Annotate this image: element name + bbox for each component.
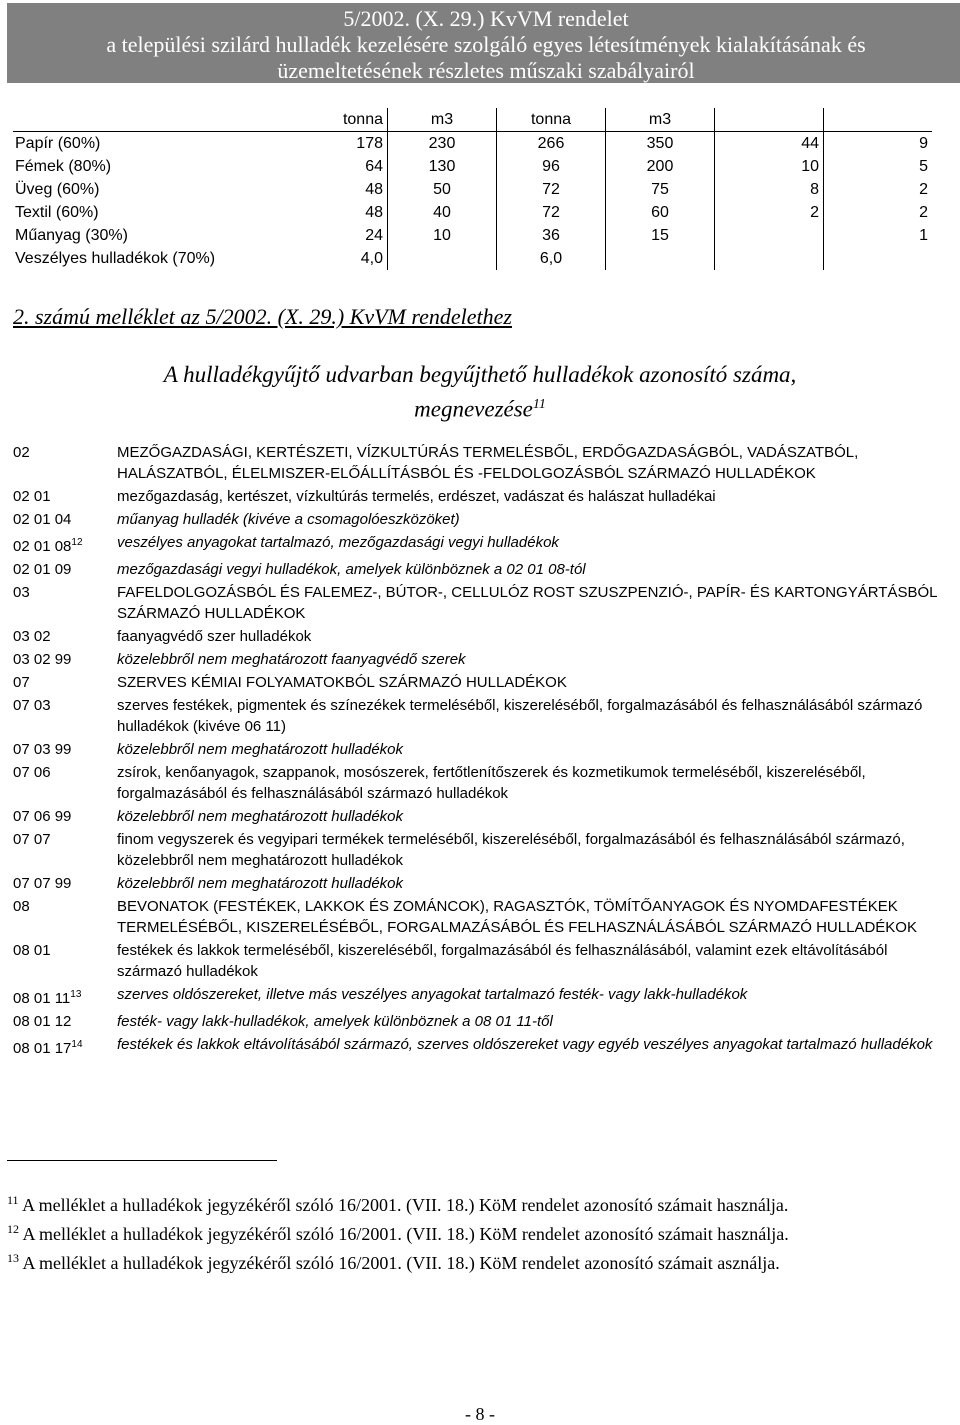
footnote-ref: 11 bbox=[532, 397, 546, 412]
waste-code: 03 02 99 bbox=[13, 651, 72, 668]
waste-code: 08 01 $17^{14}$ bbox=[13, 1039, 83, 1057]
waste-code-list bbox=[13, 442, 953, 1061]
quantity-table bbox=[13, 108, 932, 270]
table-cell bbox=[824, 108, 933, 132]
table-cell: 350 bbox=[606, 132, 715, 156]
list-item bbox=[13, 695, 953, 737]
document-header bbox=[7, 3, 960, 83]
table-cell: 130 bbox=[388, 155, 497, 178]
waste-code: 02 01 bbox=[13, 488, 51, 505]
table-row bbox=[13, 247, 932, 270]
waste-code: 03 bbox=[13, 584, 30, 601]
table-cell: 44 bbox=[715, 132, 824, 156]
table-cell: 266 bbox=[497, 132, 606, 156]
waste-description: mezőgazdaság, kertészet, vízkultúrás termelés, erdészet, vadászat és halászat hulladékai bbox=[117, 488, 716, 505]
list-item bbox=[13, 509, 953, 530]
list-item bbox=[13, 940, 953, 982]
footnote bbox=[7, 1246, 937, 1275]
table-header-row bbox=[13, 108, 932, 132]
table-cell: 8 bbox=[715, 178, 824, 201]
list-item bbox=[13, 1011, 953, 1032]
table-cell bbox=[715, 224, 824, 247]
list-item bbox=[13, 442, 953, 484]
row-label: Üveg (60%) bbox=[15, 180, 100, 198]
footnote-number: 11 bbox=[7, 1193, 19, 1207]
waste-description: festékek és lakkok eltávolításából származó, szerves oldószereket vagy egyéb veszélyes anyagokat tartalmazó hulladékok bbox=[117, 1036, 933, 1053]
waste-description: mezőgazdasági vegyi hulladékok, amelyek különböznek a 02 01 08-tól bbox=[117, 561, 586, 578]
waste-description: MEZŐGAZDASÁGI, KERTÉSZETI, VÍZKULTÚRÁS TERMELÉSBŐL, ERDŐGAZDASÁGBÓL, VADÁSZATBÓL, HALÁSZATBÓL, ÉLELMISZER-ELŐÁLLÍTÁSBÓL ÉS -FELDOLGOZÁSBÓL SZÁRMAZÓ HULLADÉKOK bbox=[117, 444, 859, 482]
table-cell bbox=[715, 108, 824, 132]
waste-code: 08 01 bbox=[13, 942, 51, 959]
waste-description: festékek és lakkok termeléséből, kiszereléséből, forgalmazásából és felhasználásából, valamint ezek eltávolításából származó hulladékok bbox=[117, 942, 888, 980]
table-cell: 75 bbox=[606, 178, 715, 201]
list-item bbox=[13, 984, 953, 1009]
waste-description: közelebbről nem meghatározott hulladékok bbox=[117, 741, 404, 758]
table-cell: tonna bbox=[497, 108, 606, 132]
footnote-number: 12 bbox=[7, 1222, 19, 1236]
waste-description: zsírok, kenőanyagok, szappanok, mosószerek, fertőtlenítőszerek és kozmetikumok termeléséből, kiszereléséből, forgalmazásából és felhasználásából származó hulladékok bbox=[117, 764, 866, 802]
waste-code: 07 bbox=[13, 674, 30, 691]
waste-description: finom vegyszerek és vegyipari termékek termeléséből, kiszereléséből, forgalmazásából és felhasználásából származó, közelebbről nem meghatározott hulladékok bbox=[117, 831, 905, 869]
row-label: Papír (60%) bbox=[15, 134, 101, 152]
waste-code: 07 06 bbox=[13, 764, 51, 781]
table-cell bbox=[824, 247, 933, 270]
table-cell: 5 bbox=[919, 157, 928, 175]
waste-code: 08 01 $11^{13}$ bbox=[13, 989, 82, 1007]
list-item bbox=[13, 873, 953, 894]
table-cell: 15 bbox=[606, 224, 715, 247]
list-item bbox=[13, 672, 953, 693]
list-item bbox=[13, 806, 953, 827]
table-cell: 60 bbox=[606, 201, 715, 224]
footnote bbox=[7, 1188, 937, 1217]
waste-description: közelebbről nem meghatározott hulladékok bbox=[117, 875, 404, 892]
row-label: Textil (60%) bbox=[15, 203, 99, 221]
main-title-text: megnevezése bbox=[414, 396, 533, 422]
waste-code: 07 03 99 bbox=[13, 741, 72, 758]
waste-description: BEVONATOK (FESTÉKEK, LAKKOK ÉS ZOMÁNCOK), RAGASZTÓK, TÖMÍTŐANYAGOK ÉS NYOMDAFESTÉKEK TERMELÉSÉBŐL, KISZERELÉSÉBŐL, FORGALMAZÁSÁBÓL ÉS FELHASZNÁLÁSÁBÓL SZÁRMAZÓ HULLADÉKOK bbox=[117, 898, 917, 936]
waste-code: 02 01 $08^{12}$ bbox=[13, 537, 83, 555]
footnote-text: A melléklet a hulladékok jegyzékéről szóló 16/2001. (VII. 18.) KöM rendelet azonosító számait használja. bbox=[18, 1195, 789, 1215]
waste-code: 07 03 bbox=[13, 697, 51, 714]
table-row bbox=[13, 132, 932, 156]
annex-title: 2. számú melléklet az 5/2002. (X. 29.) KvVM rendelethez bbox=[13, 304, 512, 329]
waste-code: 08 01 12 bbox=[13, 1013, 72, 1030]
table-cell bbox=[715, 247, 824, 270]
table-cell: 48 bbox=[279, 178, 388, 201]
list-item bbox=[13, 1034, 953, 1059]
table-cell: 24 bbox=[279, 224, 388, 247]
list-item bbox=[13, 762, 953, 804]
main-title-line-1: A hulladékgyűjtő udvarban begyűjthető hulladékok azonosító száma, bbox=[163, 362, 797, 387]
table-cell: 178 bbox=[279, 132, 388, 156]
table-cell bbox=[606, 247, 715, 270]
waste-code: 07 07 bbox=[13, 831, 51, 848]
footnotes bbox=[7, 1188, 937, 1275]
table-row bbox=[13, 178, 932, 201]
table-row bbox=[13, 201, 932, 224]
footnote-ref: 13 bbox=[70, 989, 82, 1000]
waste-description: szerves festékek, pigmentek és színezékek termeléséből, kiszereléséből, forgalmazásából és felhasználásából származó hulladékok (kivéve 06 11) bbox=[117, 697, 923, 735]
table-cell bbox=[388, 247, 497, 270]
footnote-text: A melléklet a hulladékok jegyzékéről szóló 16/2001. (VII. 18.) KöM rendelet azonosító számait asználja. bbox=[19, 1253, 780, 1273]
table-cell: 64 bbox=[279, 155, 388, 178]
waste-code: 08 bbox=[13, 898, 30, 915]
table-row bbox=[13, 224, 932, 247]
table-cell: m3 bbox=[388, 108, 497, 132]
footnote-ref: 12 bbox=[71, 537, 83, 548]
footnote bbox=[7, 1217, 937, 1246]
header-line-3: üzemeltetésének részletes műszaki szabályairól bbox=[277, 58, 695, 83]
row-label: Műanyag (30%) bbox=[15, 226, 128, 244]
table-cell: 10 bbox=[715, 155, 824, 178]
waste-description: szerves oldószereket, illetve más veszélyes anyagokat tartalmazó festék- vagy lakk-hulladékok bbox=[117, 986, 748, 1003]
table-cell: 72 bbox=[497, 201, 606, 224]
list-item bbox=[13, 896, 953, 938]
table-cell: 1 bbox=[919, 226, 928, 244]
list-item bbox=[13, 582, 953, 624]
table-row bbox=[13, 155, 932, 178]
footnote-number: 13 bbox=[7, 1251, 19, 1265]
list-item bbox=[13, 649, 953, 670]
table-cell: 4,0 bbox=[279, 247, 388, 270]
table-cell: 230 bbox=[388, 132, 497, 156]
waste-code: 07 07 99 bbox=[13, 875, 72, 892]
main-title bbox=[0, 360, 960, 425]
table-cell: 10 bbox=[388, 224, 497, 247]
table-cell: 50 bbox=[388, 178, 497, 201]
table-cell: 72 bbox=[497, 178, 606, 201]
footnote-text: A melléklet a hulladékok jegyzékéről szóló 16/2001. (VII. 18.) KöM rendelet azonosító számait használja. bbox=[19, 1224, 789, 1244]
main-title-line-2 bbox=[0, 390, 960, 425]
table-cell: 96 bbox=[497, 155, 606, 178]
table-cell: 48 bbox=[279, 201, 388, 224]
waste-description: festék- vagy lakk-hulladékok, amelyek különböznek a 08 01 11-től bbox=[117, 1013, 553, 1030]
row-label bbox=[13, 108, 279, 132]
table-cell: 2 bbox=[919, 180, 928, 198]
waste-description: közelebbről nem meghatározott faanyagvédő szerek bbox=[117, 651, 466, 668]
row-label: Fémek (80%) bbox=[15, 157, 112, 175]
table-cell: 2 bbox=[919, 203, 928, 221]
list-item bbox=[13, 739, 953, 760]
waste-description: SZERVES KÉMIAI FOLYAMATOKBÓL SZÁRMAZÓ HULLADÉKOK bbox=[117, 674, 567, 691]
list-item bbox=[13, 829, 953, 871]
table-cell: 6,0 bbox=[497, 247, 606, 270]
table-cell: m3 bbox=[606, 108, 715, 132]
list-item bbox=[13, 532, 953, 557]
waste-code: 02 01 04 bbox=[13, 511, 72, 528]
table-cell: 40 bbox=[388, 201, 497, 224]
waste-code: 07 06 99 bbox=[13, 808, 72, 825]
page-number: - 8 - bbox=[465, 1404, 495, 1424]
row-label: Veszélyes hulladékok (70%) bbox=[15, 249, 216, 267]
list-item bbox=[13, 486, 953, 507]
waste-description: veszélyes anyagokat tartalmazó, mezőgazdasági vegyi hulladékok bbox=[117, 534, 559, 551]
table-cell: 36 bbox=[497, 224, 606, 247]
waste-description: FAFELDOLGOZÁSBÓL ÉS FALEMEZ-, BÚTOR-, CELLULÓZ ROST SZUSZPENZIÓ-, PAPÍR- ÉS KARTONGYÁRTÁSBÓL SZÁRMAZÓ HULLADÉKOK bbox=[117, 584, 937, 622]
header-line-2: a települési szilárd hulladék kezelésére szolgáló egyes létesítmények kialakításának és bbox=[106, 32, 866, 57]
waste-code: 02 01 09 bbox=[13, 561, 72, 578]
waste-code: 03 02 bbox=[13, 628, 51, 645]
table-cell: tonna bbox=[279, 108, 388, 132]
table-cell: 200 bbox=[606, 155, 715, 178]
list-item bbox=[13, 559, 953, 580]
waste-code: 02 bbox=[13, 444, 30, 461]
waste-description: faanyagvédő szer hulladékok bbox=[117, 628, 312, 645]
footnote-divider bbox=[7, 1160, 277, 1161]
table-cell: 9 bbox=[919, 134, 928, 152]
list-item bbox=[13, 626, 953, 647]
footnote-ref: 14 bbox=[71, 1039, 83, 1050]
table-cell: 2 bbox=[715, 201, 824, 224]
waste-description: műanyag hulladék (kivéve a csomagolóeszközöket) bbox=[117, 511, 460, 528]
header-line-1: 5/2002. (X. 29.) KvVM rendelet bbox=[343, 6, 629, 31]
waste-description: közelebbről nem meghatározott hulladékok bbox=[117, 808, 404, 825]
